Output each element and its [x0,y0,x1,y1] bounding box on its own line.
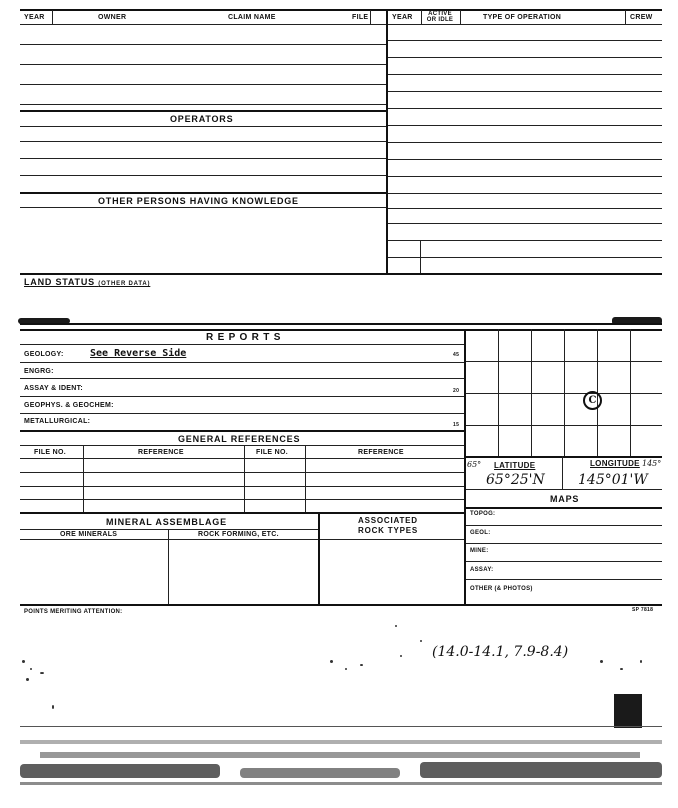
form-number: SP 7818 [632,607,654,613]
points-handwritten-note: (14.0-14.1, 7.9-8.4) [432,644,569,660]
lon-suffix: 145° [642,459,662,468]
report-geology-value: See Reverse Side [90,348,187,359]
report-geology-num: 45 [453,352,460,358]
header-file: FILE [352,14,369,21]
maps-topog: TOPOG: [470,511,496,517]
points-label: POINTS MERITING ATTENTION: [24,609,123,615]
report-metallurgical-label: METALLURGICAL: [24,418,91,425]
ref-header-reference-2: REFERENCE [358,449,404,456]
mineral-assemblage-title: MINERAL ASSEMBLAGE [106,517,227,527]
associated-rock-types-1: ASSOCIATED [358,516,418,525]
ref-header-file-2: FILE NO. [256,449,288,456]
header-year-2: YEAR [392,14,413,21]
general-references-title: GENERAL REFERENCES [178,434,301,444]
lat-prefix: 65° [467,460,482,469]
associated-rock-types-2: ROCK TYPES [358,526,419,535]
reports-title: R E P O R T S [206,332,282,343]
other-persons-title: OTHER PERSONS HAVING KNOWLEDGE [98,196,299,206]
header-owner: OWNER [98,14,127,21]
header-type-of-operation: TYPE OF OPERATION [483,14,562,21]
longitude-value: 145°01'W [578,472,648,488]
header-claim-name: CLAIM NAME [228,14,276,21]
grid-location-mark: C [583,391,602,410]
latitude-value: 65°25'N [486,472,545,488]
longitude-label: LONGITUDE [590,459,640,468]
report-assay-num: 20 [453,388,460,394]
latitude-label: LATITUDE [494,461,536,470]
ref-header-file-1: FILE NO. [34,449,66,456]
header-year: YEAR [24,14,45,21]
report-metallurgical-num: 15 [453,422,460,428]
report-assay-label: ASSAY & IDENT: [24,385,84,392]
report-geophys-label: GEOPHYS. & GEOCHEM: [24,402,114,409]
report-geology-label: GEOLOGY: [24,351,64,358]
maps-other-photos: OTHER (& PHOTOS) [470,586,533,592]
land-status-label: LAND STATUS (OTHER DATA) [24,277,151,287]
ref-header-reference-1: REFERENCE [138,449,184,456]
maps-title: MAPS [550,494,580,504]
ore-minerals-header: ORE MINERALS [60,531,118,538]
maps-assay: ASSAY: [470,567,494,573]
operators-title: OPERATORS [170,114,234,124]
report-engrg-label: ENGRG: [24,368,54,375]
header-crew: CREW [630,14,653,21]
header-active-idle: ACTIVE OR IDLE [426,11,454,23]
maps-mine: MINE: [470,548,489,554]
maps-geol: GEOL: [470,530,491,536]
rock-forming-header: ROCK FORMING, ETC. [198,531,279,538]
